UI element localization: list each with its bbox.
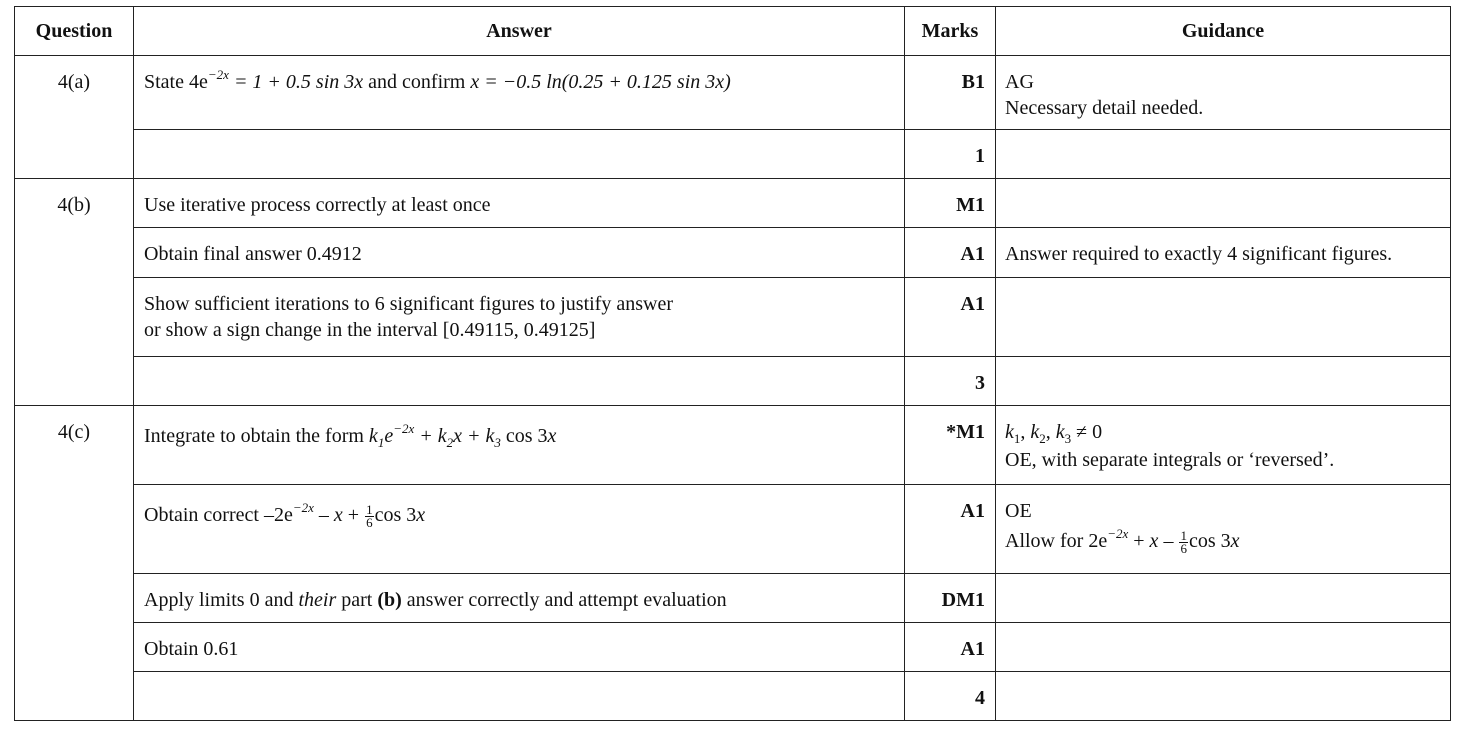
table-row — [15, 574, 1451, 623]
question-label: 4(c) — [15, 406, 134, 721]
answer-cell: Obtain correct $-2e^{-2x}$ – x + $\frac{1}{6}$ cos 3x — [134, 485, 905, 574]
table-row — [15, 406, 1451, 485]
guidance-cell: Answer required to exactly 4 significant figures. — [996, 228, 1451, 278]
table-row — [15, 672, 1451, 721]
answer-cell: Integrate to obtain the form $k_1e^{-2x} + k_2x + k_3$ cos 3x — [134, 406, 905, 485]
guidance-cell: OE Allow for $2e^{-2x} + x$ – $\frac{1}{6}$ cos 3x — [996, 485, 1451, 574]
mark-cell: A1 — [905, 228, 996, 278]
answer-cell: Apply limits 0 and their part (b) answer correctly and attempt evaluation — [134, 574, 905, 623]
mark-cell: M1 — [905, 179, 996, 228]
mark-cell: A1 — [905, 623, 996, 672]
header-question: Question — [15, 7, 134, 56]
mark-cell: DM1 — [905, 574, 996, 623]
table-row — [15, 485, 1451, 574]
table-row — [15, 623, 1451, 672]
answer-cell: Use iterative process correctly at least once — [134, 179, 905, 228]
table-row — [15, 179, 1451, 228]
answer-cell: State $4e^{-2x} = 1 + 0.5$ sin 3x and confirm x = −0.5 ln(0.25 + 0.125 sin 3x) — [134, 56, 905, 130]
total-mark: 3 — [905, 357, 996, 406]
mark-cell: B1 — [905, 56, 996, 130]
question-label: 4(a) — [15, 56, 134, 179]
header-guidance: Guidance — [996, 7, 1451, 56]
guidance-cell: $k_1$, $k_2$, $k_3 \ne 0$ OE, with separate integrals or ‘reversed’. — [996, 406, 1451, 485]
question-label: 4(b) — [15, 179, 134, 406]
total-mark: 1 — [905, 130, 996, 179]
header-answer: Answer — [134, 7, 905, 56]
answer-cell: Obtain final answer 0.4912 — [134, 228, 905, 278]
answer-cell: Show sufficient iterations to 6 significant figures to justify answer or show a sign change in the interval [0.49115, 0.49125] — [134, 278, 905, 357]
fraction-one-sixth: $\frac{1}{6}$ — [366, 502, 373, 530]
table-row — [15, 278, 1451, 357]
header-row — [15, 7, 1451, 56]
mark-cell: A1 — [905, 485, 996, 574]
mark-cell: *M1 — [905, 406, 996, 485]
total-mark: 4 — [905, 672, 996, 721]
mark-cell: A1 — [905, 278, 996, 357]
fraction-one-sixth: $\frac{1}{6}$ — [1180, 528, 1187, 556]
header-marks: Marks — [905, 7, 996, 56]
table-row — [15, 56, 1451, 130]
table-row — [15, 130, 1451, 179]
table-row — [15, 228, 1451, 278]
answer-cell: Obtain 0.61 — [134, 623, 905, 672]
guidance-cell: AG Necessary detail needed. — [996, 56, 1451, 130]
mark-scheme-table — [14, 6, 1451, 721]
table-row — [15, 357, 1451, 406]
